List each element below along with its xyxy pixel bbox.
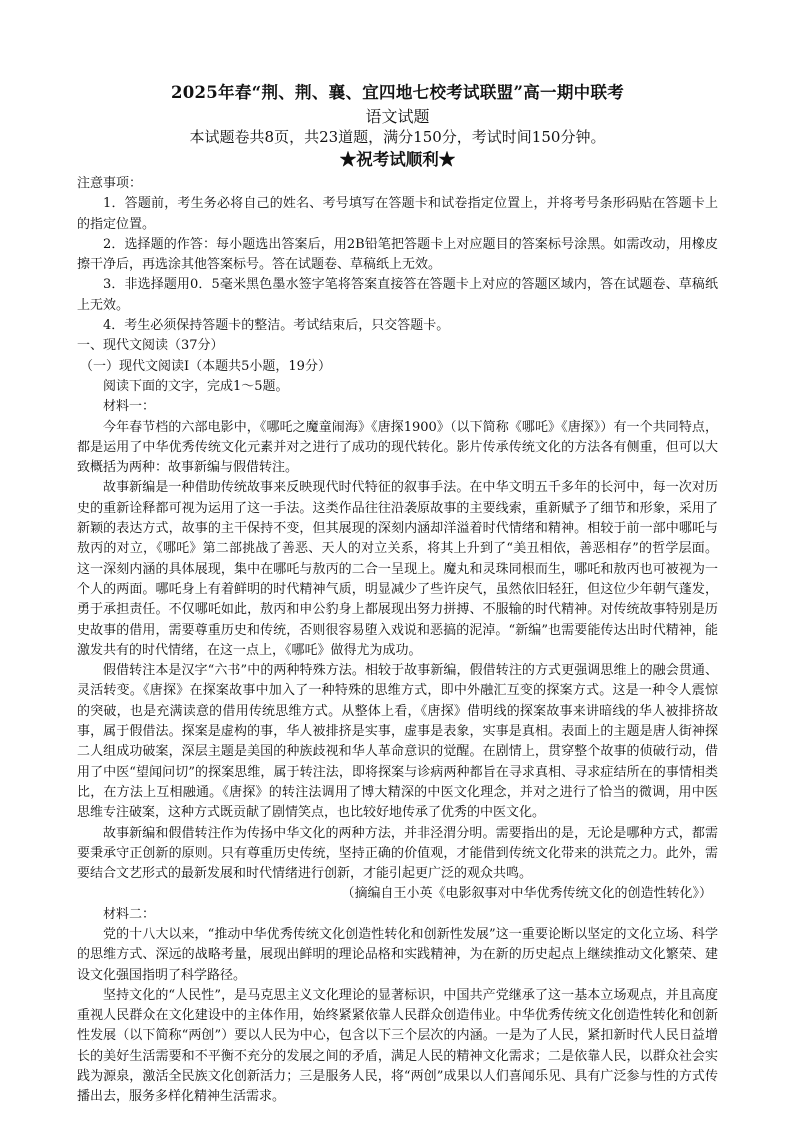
reading-instruction: 阅读下面的文字，完成1～5题。 <box>103 378 289 394</box>
material-1-label: 材料一： <box>103 399 156 415</box>
section-modern-reading <box>77 336 718 1107</box>
material-1-paragraph: 故事新编和假借转注作为传扬中华文化的两种方法，并非泾渭分明。需要指出的是，无论是哪种方式，都需要秉承守正创新的原则。只有尊重历史传统，坚持正确的价值观，才能借到传统文化带来的洪荒之力。此外，需要结合文艺形式的最新发展和时代情绪进行创新，才能引起更广泛的观众共鸣。 <box>77 825 718 882</box>
material-1-paragraph: 假借转注本是汉字“六书”中的两种特殊方法。相较于故事新编，假借转注的方式更强调思维上的融会贯通、灵活转变。《唐探》在探案故事中加入了一种特殊的思维方式，即中外融汇互变的探案方式。这是一种令人震惊的突破，也是充满读意的借用传统思维方式。从整体上看，《唐探》借明线的探案故事来讲暗线的华人被排挤故事，属于假借法。探案是虚构的事，华人被排挤是实事，虚事是表象，实事是真相。表面上的主题是唐人街神探二人组成功破案，深层主题是美国的种族歧视和华人革命意识的觉醒。在剧情上，贯穿整个故事的侦破行动，借用了中医“望闻问切”的探案思维，属于转注法，即将探案与诊病两种都旨在寻求真相、寻求症结所在的事情相类比，在方法上互相融通。《唐探》的转注法调用了博大精深的中医文化理念，并对之进行了恰当的微调，用中医思维专注破案，这种方式既贡献了剧情笑点，也比较好地传承了优秀的中医文化。 <box>77 663 718 821</box>
notice-heading: 注意事项： <box>77 176 143 191</box>
material-2-paragraph: 党的十八大以来，“推动中华优秀传统文化创造性转化和创新性发展”这一重要论断以坚定的文化立场、科学的思维方式、深远的战略考量，展现出鲜明的理论品格和实践精神，为在新的历史起点上继续推动文化繁荣、建设文化强国指明了科学路径。 <box>77 926 718 983</box>
sub-section-heading: （一）现代文阅读Ⅰ（本题共5小题，19分） <box>80 358 331 374</box>
notice-item-3: 3．非选择题用0．5毫米黑色墨水签字笔将答案直接答在答题卡上对应的答题区域内，答在试题卷、草稿纸上无效。 <box>77 277 718 313</box>
notice-item-1: 1．答题前，考生务必将自己的姓名、考号填写在答题卡和试卷指定位置上，并将考号条形码贴在答题卡上的指定位置。 <box>77 196 718 232</box>
material-2-paragraph: 坚持文化的“人民性”，是马克思主义文化理论的显著标识，中国共产党继承了这一基本立场观点，并且高度重视人民群众在文化建设中的主体作用，始终紧紧依靠人民群众创造伟业。中华优秀传统文化创造性转化和创新性发展（以下简称“两创”）要以人民为中心，包含以下三个层次的内涵。一是为了人民，紧扣新时代人民日益增长的美好生活需要和不平衡不充分的发展之间的矛盾，满足人民的精神文化需求；二是依靠人民，以群众社会实践为源泉，激活全民族文化创新活力；三是服务人民，将“两创”成果以人们喜闻乐见、具有广泛参与性的方式传播出去，服务多样化精神生活需求。 <box>77 987 718 1105</box>
material-1-paragraph: 故事新编是一种借助传统故事来反映现代时代特征的叙事手法。在中华文明五千多年的长河中，每一次对历史的重新诠释都可视为运用了这一手法。这类作品往往沿袭原故事的主要线索，重新赋予了细节和形象，采用了新颖的表达方式，故事的主干保持不变，但其展现的深刻内涵却洋溢着时代情绪和精神。相较于前一部中哪吒与敖丙的对立，《哪吒》第二部挑战了善恶、天人的对立关系，将其上升到了“美丑相依，善恶相存”的哲学层面。这一深刻内涵的具体展现，集中在哪吒与敖丙的二合一呈现上。魔丸和灵珠同根而生，哪吒和敖丙也可被视为一个人的两面。哪吒身上有着鲜明的时代精神气质，明显减少了些许戾气，虽然依旧轻狂，但这位少年朝气蓬发，勇于承担责任。不仅哪吒如此，敖丙和申公豹身上都展现出努力拼搏、不服输的时代精神。对传统故事特别是历史故事的借用，需要尊重历史和传统，否则很容易堕入戏说和恶搞的泥淖。“新编”也需要能传达出时代精神，能激发共有的时代情绪，在这一点上，《哪吒》做得尤为成功。 <box>77 480 718 658</box>
material-2-label: 材料二： <box>103 906 156 922</box>
notice-item-4: 4．考生必须保持答题卡的整洁。考试结束后，只交答题卡。 <box>103 318 450 334</box>
section-heading: 一、现代文阅读（37分） <box>77 338 224 354</box>
exam-title: 2025年春“荆、荆、襄、宜四地七校考试联盟”高一期中联考 <box>170 83 625 102</box>
material-1-paragraph: 今年春节档的六部电影中，《哪吒之魔童闹海》《唐探1900》（以下简称《哪吒》《唐探》）有一个共同特点，都是运用了中华优秀传统文化元素并对之进行了成功的现代转化。影片传承传统文化的方法各有侧重，但可以大致概括为两种：故事新编与假借转注。 <box>77 419 718 476</box>
notice-block <box>77 174 718 336</box>
exam-wish: ★祝考试顺利★ <box>339 150 456 169</box>
exam-subject: 语文试题 <box>365 107 430 126</box>
notice-item-2: 2．选择题的作答：每小题选出答案后，用2B铅笔把答题卡上对应题目的答案标号涂黑。如需改动，用橡皮擦干净后，再选涂其他答案标号。答在试题卷、草稿纸上无效。 <box>77 236 718 273</box>
exam-info: 本试题卷共8页，共23道题，满分150分，考试时间150分钟。 <box>189 128 606 146</box>
material-1-source: （摘编自王小英《电影叙事对中华优秀传统文化的创造性转化》） <box>341 886 712 902</box>
